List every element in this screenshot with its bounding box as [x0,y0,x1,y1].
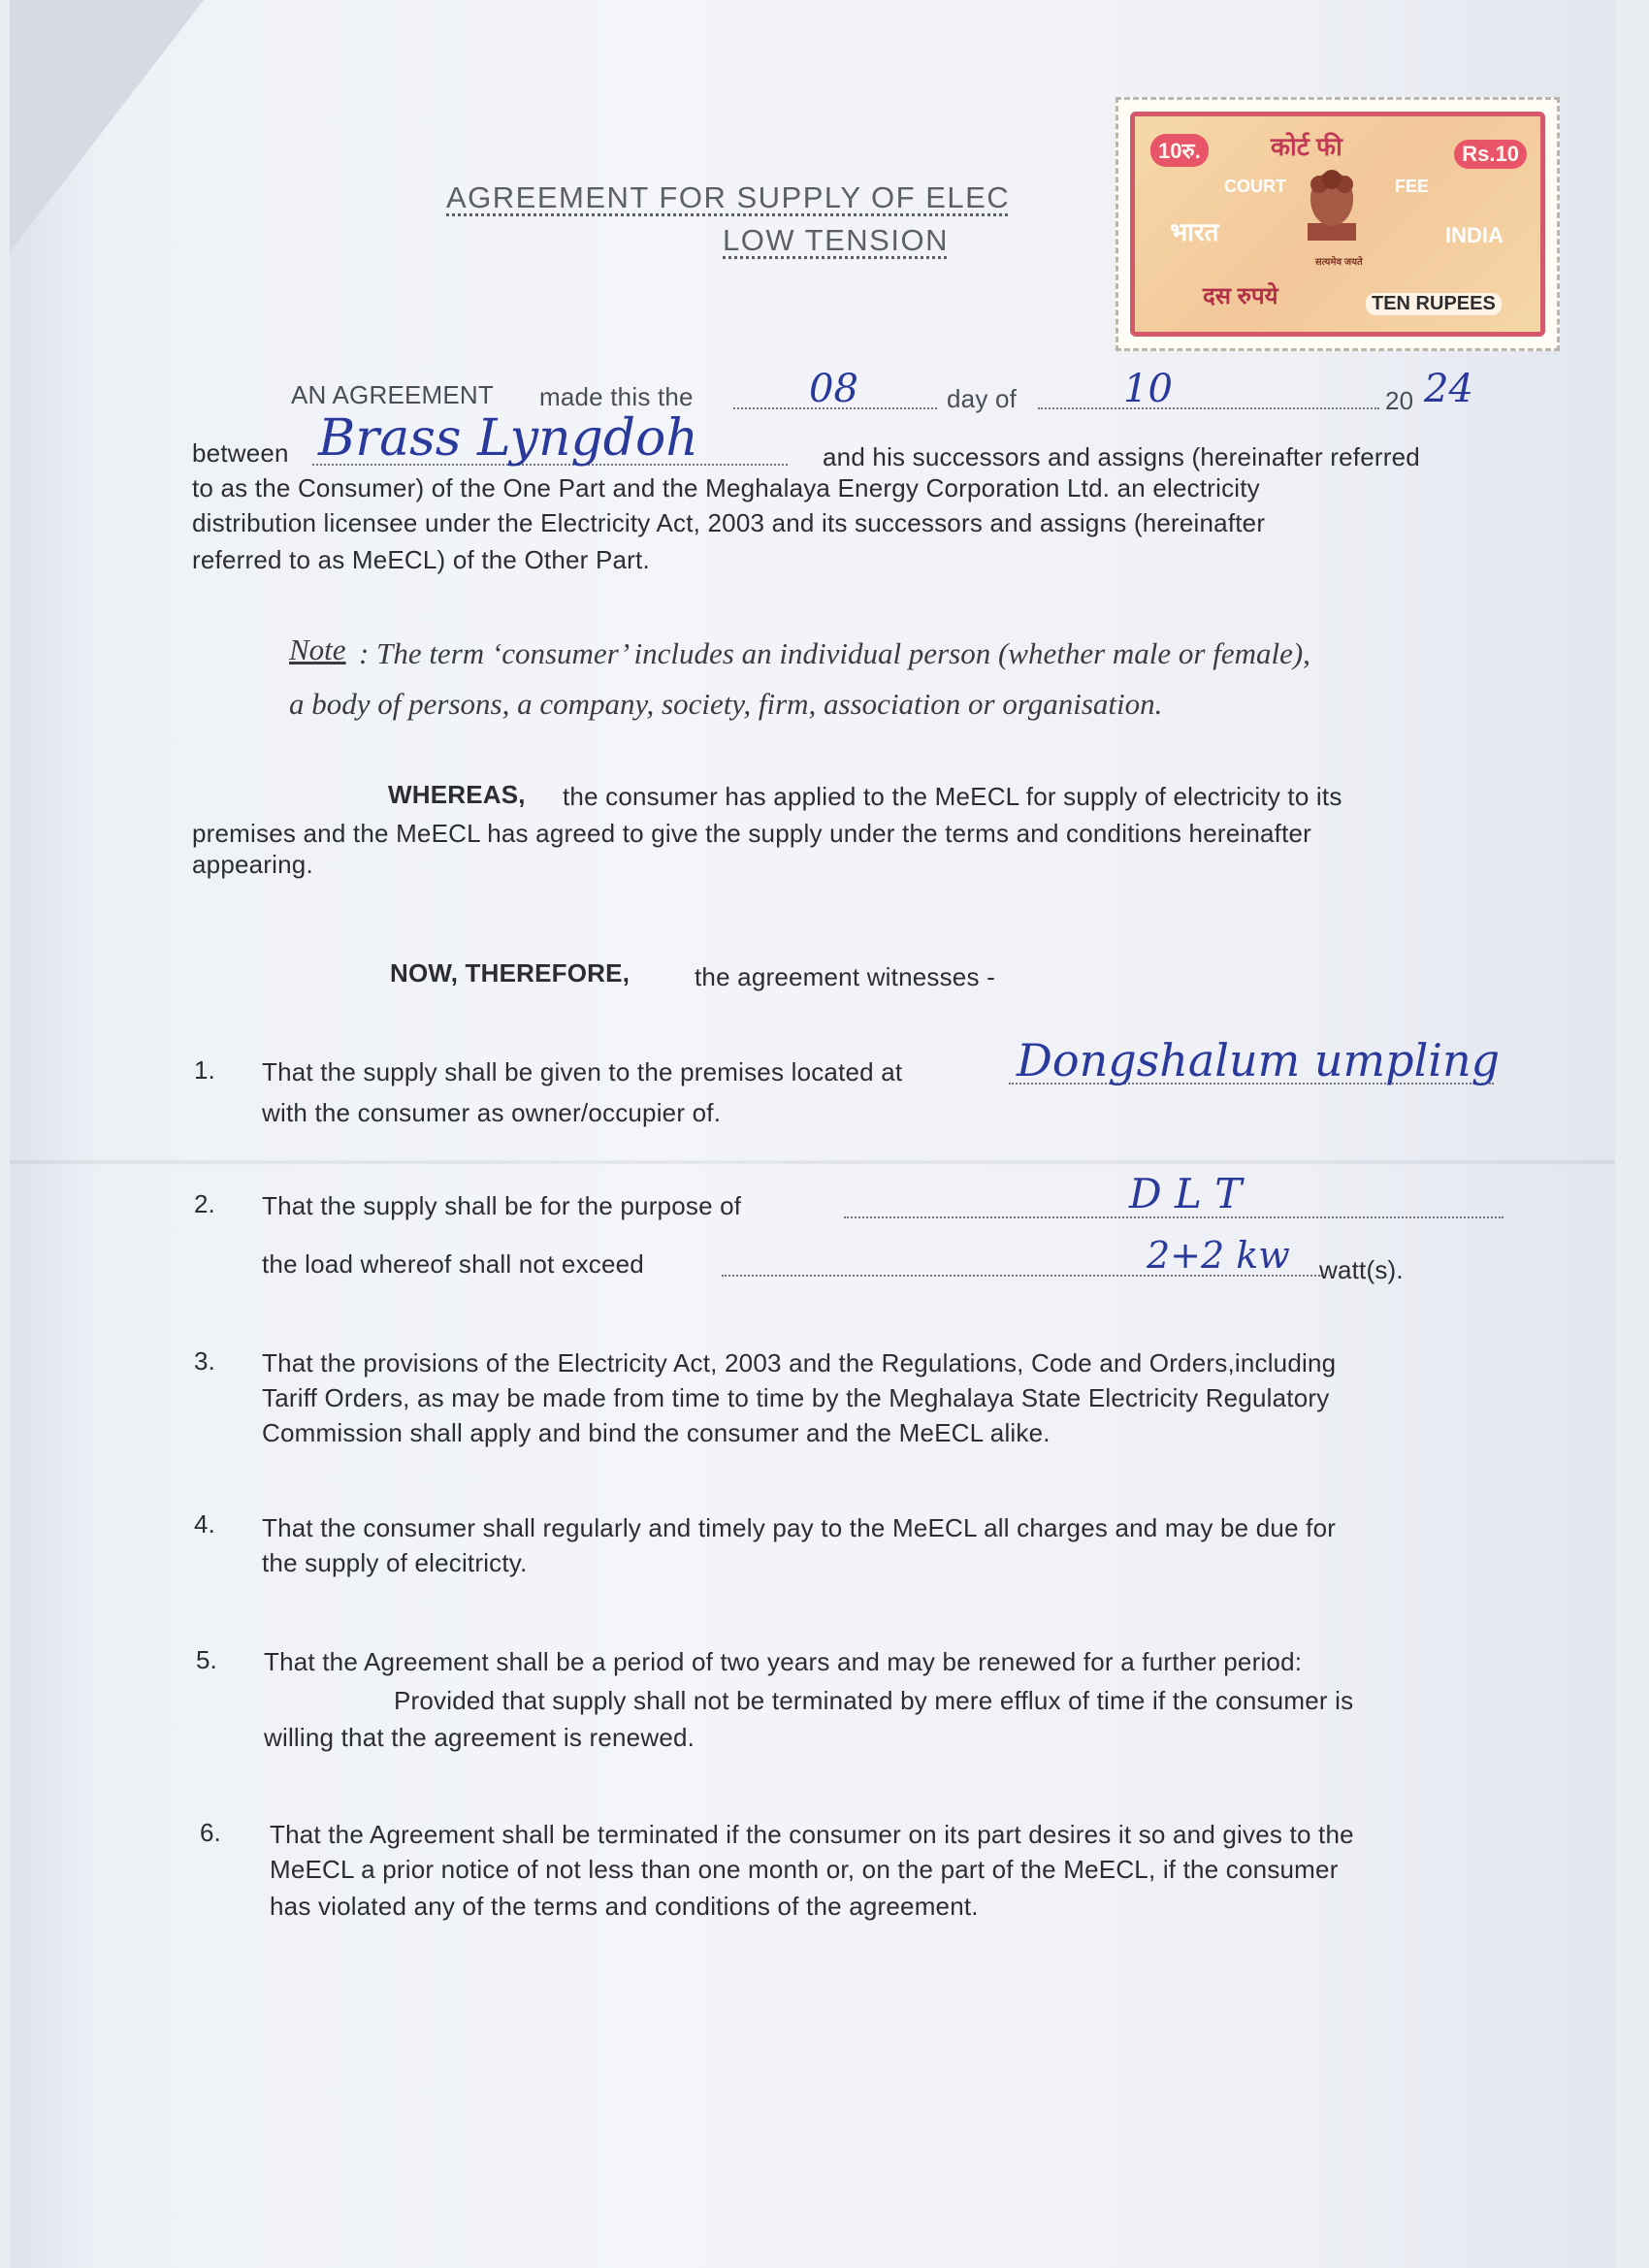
stamp-value-en: Rs.10 [1454,140,1527,169]
stamp-value-local: 10रु. [1150,134,1209,167]
day-value: 08 [809,367,858,411]
clause-1-line1: That the supply shall be given to the premises located at [262,1057,903,1086]
stamp-bharat: भारत [1170,217,1219,246]
clause-6-line3: has violated any of the terms and conditions of the agreement. [270,1892,979,1921]
clause-1-number: 1. [194,1055,215,1085]
stamp-header-hindi: कोर्ट फी [1271,132,1342,161]
intro-line4: referred to as MeECL) of the Other Part. [192,545,650,574]
clause-2-number: 2. [194,1189,215,1218]
stamp-india: INDIA [1445,223,1504,247]
clause-4-line2: the supply of elecitricty. [262,1548,528,1577]
intro-line2: to as the Consumer) of the One Part and the Meghalaya Energy Corporation Ltd. an electricity [192,473,1260,502]
between-label: between [192,438,289,468]
whereas-line1: the consumer has applied to the MeECL for supply of electricity to its [563,782,1342,811]
clause-1-line2: with the consumer as owner/occupier of. [262,1098,722,1127]
now-therefore-label: NOW, THEREFORE, [390,958,630,988]
year-prefix: 20 [1385,386,1414,415]
clause-6-number: 6. [200,1818,221,1847]
clause-5-line3: willing that the agreement is renewed. [264,1723,695,1752]
clause-6-line2: MeECL a prior notice of not less than one month or, on the part of the MeECL, if the consumer [270,1855,1339,1884]
stamp-rupees-en: TEN RUPEES [1366,293,1502,315]
clause-2-line2: the load whereof shall not exceed [262,1249,644,1279]
year-value: 24 [1424,367,1473,411]
clause-4-line1: That the consumer shall regularly and timely pay to the MeECL all charges and may be due for [262,1513,1337,1542]
clause-3-number: 3. [194,1346,215,1376]
whereas-line3: appearing. [192,850,313,879]
consumer-name-value: Brass Lyngdoh [318,409,698,468]
clause-3-line1: That the provisions of the Electricity Act, 2003 and the Regulations, Code and Orders,including [262,1348,1337,1377]
whereas-line2: premises and the MeECL has agreed to give the supply under the terms and conditions hereinafter [192,819,1312,848]
title-line2: LOW TENSION [723,223,949,257]
made-this-the: made this the [539,382,694,411]
stamp-rupees-hindi: दस रुपये [1203,283,1278,309]
purpose-value: D L T [1129,1170,1243,1217]
agreement-label: AN AGREEMENT [291,380,494,409]
intro-line1-rest: and his successors and assigns (hereinafter referred [823,442,1420,471]
day-of-label: day of [947,384,1018,413]
whereas-label: WHEREAS, [388,780,526,809]
load-value: 2+2 kw [1147,1234,1290,1277]
stamp-motto: सत्यमेव जयते [1315,257,1363,268]
clause-5-line1: That the Agreement shall be a period of two years and may be renewed for a further period: [264,1647,1303,1676]
clause-5-line2: Provided that supply shall not be terminated by mere efflux of time if the consumer is [394,1686,1354,1715]
ashoka-emblem-icon [1298,155,1366,252]
now-therefore-text: the agreement witnesses - [695,962,995,991]
clause-5-number: 5. [196,1645,217,1674]
court-fee-stamp [1116,97,1560,351]
note-label: Note [289,632,346,666]
load-unit: watt(s). [1319,1255,1404,1284]
stamp-fee: FEE [1395,177,1430,196]
month-value: 10 [1123,367,1173,411]
clause-2-line1: That the supply shall be for the purpose of [262,1191,742,1220]
intro-line3: distribution licensee under the Electricity Act, 2003 and its successors and assigns (hereinafter [192,508,1266,537]
clause-4-number: 4. [194,1509,215,1539]
stamp-court: COURT [1224,177,1286,196]
month-dotted-line [1038,407,1379,409]
clause-3-line3: Commission shall apply and bind the consumer and the MeECL alike. [262,1418,1051,1447]
title-line1: AGREEMENT FOR SUPPLY OF ELEC [446,180,1011,214]
note-line2: a body of persons, a company, society, firm, association or organisation. [289,687,1163,721]
note-line1: : The term ‘consumer’ includes an individual person (whether male or female), [359,636,1310,670]
clause-6-line1: That the Agreement shall be terminated if the consumer on its part desires it so and gives to the [270,1820,1354,1849]
clause-3-line2: Tariff Orders, as may be made from time to time by the Meghalaya State Electricity Regulatory [262,1383,1330,1412]
paper-fold [10,1159,1615,1165]
folded-corner [10,0,204,252]
premises-value: Dongshalum umpling [1017,1034,1501,1086]
